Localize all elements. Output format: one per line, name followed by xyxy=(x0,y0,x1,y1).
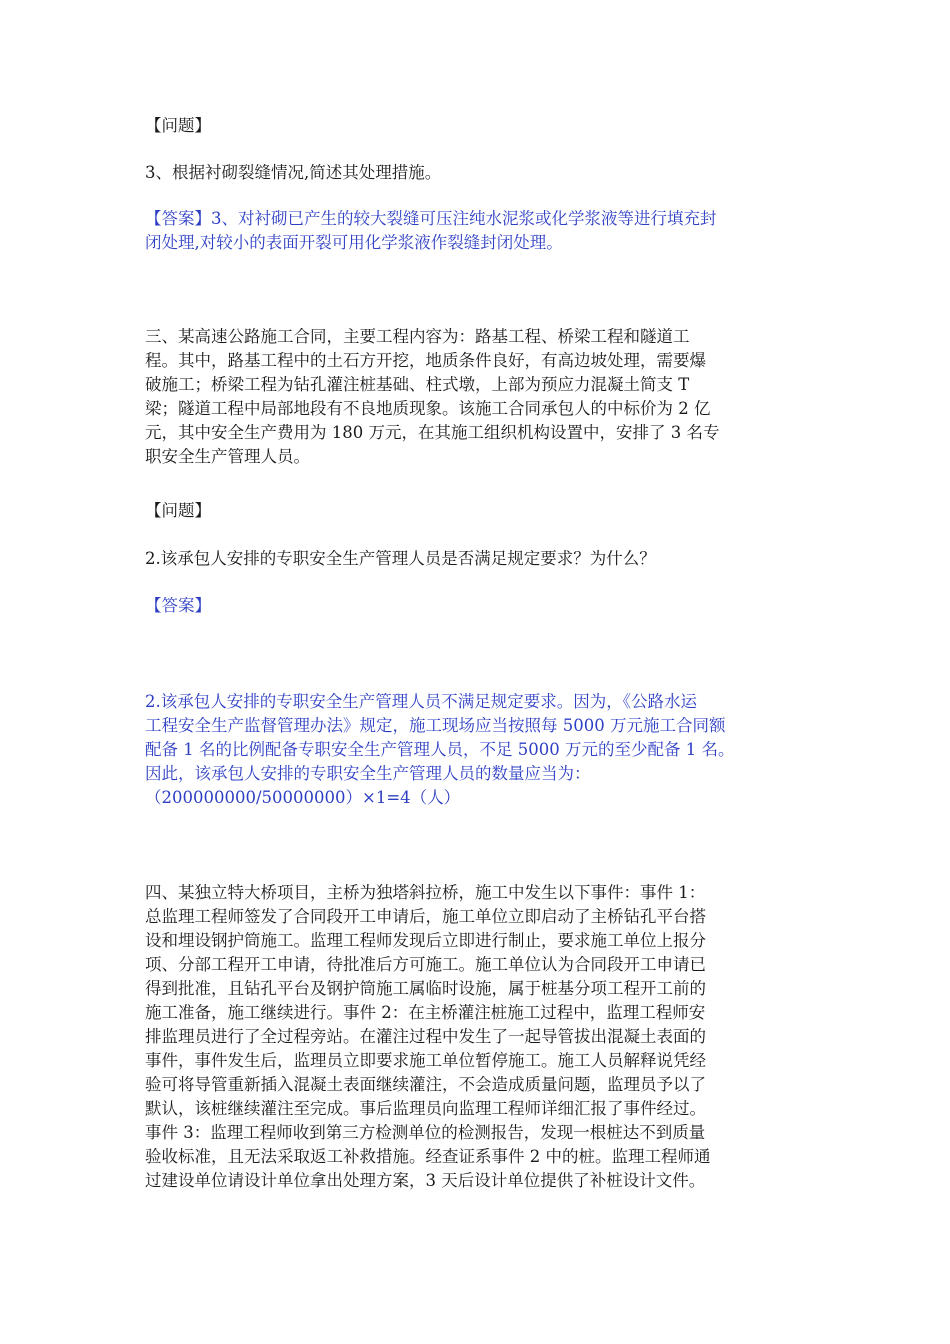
section-three-line: 元，其中安全生产费用为 180 万元，在其施工组织机构设置中，安排了 3 名专 xyxy=(145,423,720,442)
section-four-line: 施工准备，施工继续进行。事件 2：在主桥灌注桩施工过程中，监理工程师安 xyxy=(145,1003,706,1022)
question-text-1: 3、根据衬砌裂缝情况,简述其处理措施。 xyxy=(145,163,442,182)
section-four-line: 排监理员进行了全过程旁站。在灌注过程中发生了一起导管拔出混凝土表面的 xyxy=(145,1027,706,1046)
answer-2-line: 因此，该承包人安排的专职安全生产管理人员的数量应当为： xyxy=(145,764,591,783)
section-three-line: 程。其中，路基工程中的土石方开挖，地质条件良好，有高边坡处理，需要爆 xyxy=(145,351,706,370)
answer-label-2: 【答案】 xyxy=(145,596,211,615)
section-three-line: 三、某高速公路施工合同，主要工程内容为：路基工程、桥梁工程和隧道工 xyxy=(145,327,690,346)
answer-2-line: 工程安全生产监督管理办法》规定，施工现场应当按照每 5000 万元施工合同额 xyxy=(145,716,726,735)
section-four-line: 四、某独立特大桥项目，主桥为独塔斜拉桥，施工中发生以下事件：事件 1： xyxy=(145,883,706,902)
section-four-line: 事件 3：监理工程师收到第三方检测单位的检测报告，发现一根桩达不到质量 xyxy=(145,1123,706,1142)
section-three-line: 破施工；桥梁工程为钻孔灌注桩基础、柱式墩，上部为预应力混凝土简支 T xyxy=(145,375,690,394)
answer-1-line: 闭处理,对较小的表面开裂可用化学浆液作裂缝封闭处理。 xyxy=(145,233,563,252)
section-four-line: 验可将导管重新插入混凝土表面继续灌注，不会造成质量问题，监理员予以了 xyxy=(145,1075,706,1094)
section-four-line: 过建设单位请设计单位拿出处理方案，3 天后设计单位提供了补桩设计文件。 xyxy=(145,1171,706,1190)
section-four-paragraph xyxy=(145,881,810,1193)
answer-2-line: 配备 1 名的比例配备专职安全生产管理人员，不足 5000 万元的至少配备 1 名。 xyxy=(145,740,735,759)
section-four-line: 默认，该桩继续灌注至完成。事后监理员向监理工程师详细汇报了事件经过。 xyxy=(145,1099,706,1118)
answer-2-line: 2.该承包人安排的专职安全生产管理人员不满足规定要求。因为，《公路水运 xyxy=(145,692,697,711)
section-four-line: 得到批准，且钻孔平台及钢护筒施工属临时设施，属于桩基分项工程开工前的 xyxy=(145,979,706,998)
question-text-2: 2.该承包人安排的专职安全生产管理人员是否满足规定要求？为什么？ xyxy=(145,549,656,568)
question-label-2: 【问题】 xyxy=(145,501,211,520)
question-label-1: 【问题】 xyxy=(145,116,211,135)
answer-block-1 xyxy=(145,207,810,255)
section-four-line: 总监理工程师签发了合同段开工申请后，施工单位立即启动了主桥钻孔平台搭 xyxy=(145,907,706,926)
section-four-line: 项、分部工程开工申请，待批准后方可施工。施工单位认为合同段开工申请已 xyxy=(145,955,706,974)
answer-2-line: （200000000/50000000）×1=4（人） xyxy=(145,788,461,807)
section-three-line: 梁；隧道工程中局部地段有不良地质现象。该施工合同承包人的中标价为 2 亿 xyxy=(145,399,711,418)
answer-block-2 xyxy=(145,690,810,810)
section-three-paragraph xyxy=(145,325,810,469)
section-four-line: 设和埋设钢护筒施工。监理工程师发现后立即进行制止，要求施工单位上报分 xyxy=(145,931,706,950)
answer-1-line: 【答案】3、对衬砌已产生的较大裂缝可压注纯水泥浆或化学浆液等进行填充封 xyxy=(145,209,717,228)
section-three-line: 职安全生产管理人员。 xyxy=(145,447,310,466)
section-four-line: 事件，事件发生后，监理员立即要求施工单位暂停施工。施工人员解释说凭经 xyxy=(145,1051,706,1070)
section-four-line: 验收标准，且无法采取返工补救措施。经查证系事件 2 中的桩。监理工程师通 xyxy=(145,1147,711,1166)
